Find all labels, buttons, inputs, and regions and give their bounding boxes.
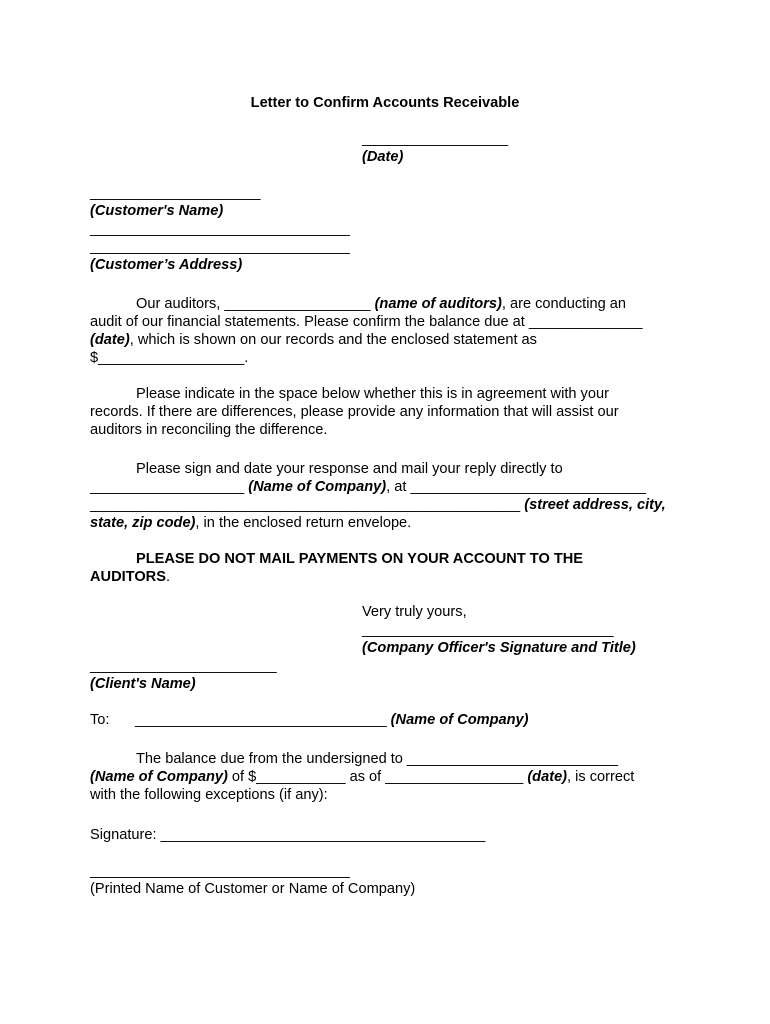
document-title: Letter to Confirm Accounts Receivable <box>250 95 520 111</box>
printed-name-blank: ________________________________ <box>90 863 350 879</box>
closing: Very truly yours, <box>362 604 467 620</box>
date-label: (Date) <box>362 149 404 165</box>
to-line <box>135 711 529 729</box>
response-date-label: (date) <box>527 769 568 785</box>
paragraph-2-line-2: records. If there are differences, please provide any information that will assist our <box>90 404 619 420</box>
paragraph-1-line-4: $__________________. <box>90 350 249 366</box>
p3-text-d: , in the enclosed return envelope. <box>195 515 412 531</box>
p3-blank-a: ___________________ <box>90 479 249 495</box>
to-blank: _______________________________ <box>135 712 391 728</box>
client-name-label: (Client's Name) <box>90 676 196 692</box>
paragraph-2-line-1: Please indicate in the space below whether this is in agreement with your <box>136 386 609 402</box>
customer-name-label: (Customer's Name) <box>90 203 224 219</box>
response-line-1: The balance due from the undersigned to __________________________ <box>136 751 618 767</box>
warning-line-2 <box>90 568 170 586</box>
p1-text-d: , which is shown on our records and the enclosed statement as <box>129 332 537 348</box>
paragraph-3-line-4 <box>90 514 411 532</box>
p3-blank-b: _____________________________________________________ <box>90 497 525 513</box>
p3-zip-label: state, zip code) <box>90 515 196 531</box>
customer-address-label: (Customer’s Address) <box>90 257 243 273</box>
date-blank: __________________ <box>362 131 509 147</box>
officer-signature-label: (Company Officer's Signature and Title) <box>362 640 636 656</box>
to-label: To: <box>90 712 110 728</box>
customer-address-blank-1: ________________________________ <box>90 221 350 237</box>
p3-address-label: (street address, city, <box>524 497 666 513</box>
to-company-label: (Name of Company) <box>390 712 529 728</box>
paragraph-1-line-3 <box>90 331 537 349</box>
paragraph-1-line-1 <box>136 295 626 313</box>
paragraph-2-line-3: auditors in reconciling the difference. <box>90 422 328 438</box>
officer-signature-blank: _______________________________ <box>362 622 614 638</box>
paragraph-3-line-2 <box>90 478 646 496</box>
response-company-label: (Name of Company) <box>90 769 228 785</box>
paragraph-1-line-2: audit of our financial statements. Please confirm the balance due at ______________ <box>90 314 643 330</box>
warning-line-1: PLEASE DO NOT MAIL PAYMENTS ON YOUR ACCOUNT TO THE <box>136 551 584 567</box>
printed-name-label: (Printed Name of Customer or Name of Company) <box>90 881 416 897</box>
signature-blank: ________________________________________ <box>156 827 486 843</box>
client-name-blank: _______________________ <box>90 658 277 674</box>
paragraph-3-line-1: Please sign and date your response and mail your reply directly to <box>136 461 563 477</box>
response-amount-text: of $___________ as of _________________ <box>227 769 528 785</box>
p1-text-c: , are conducting an <box>501 296 626 312</box>
signature-label: Signature: <box>90 827 157 843</box>
response-line-2 <box>90 768 634 786</box>
customer-name-blank: _____________________ <box>90 185 261 201</box>
warning-auditors: AUDITORS <box>90 569 166 585</box>
response-correct-text: , is correct <box>567 769 635 785</box>
paragraph-3-line-3 <box>90 496 666 514</box>
customer-address-blank-2: ________________________________ <box>90 239 350 255</box>
signature-line <box>90 826 485 844</box>
p3-text-c: , at _____________________________ <box>386 479 646 495</box>
p1-date-label: (date) <box>90 332 130 348</box>
warning-period: . <box>165 569 171 585</box>
p1-auditors-label: (name of auditors) <box>374 296 502 312</box>
p3-company-label: (Name of Company) <box>248 479 387 495</box>
response-line-3: with the following exceptions (if any): <box>90 787 328 803</box>
p1-text-a: Our auditors, __________________ <box>136 296 375 312</box>
